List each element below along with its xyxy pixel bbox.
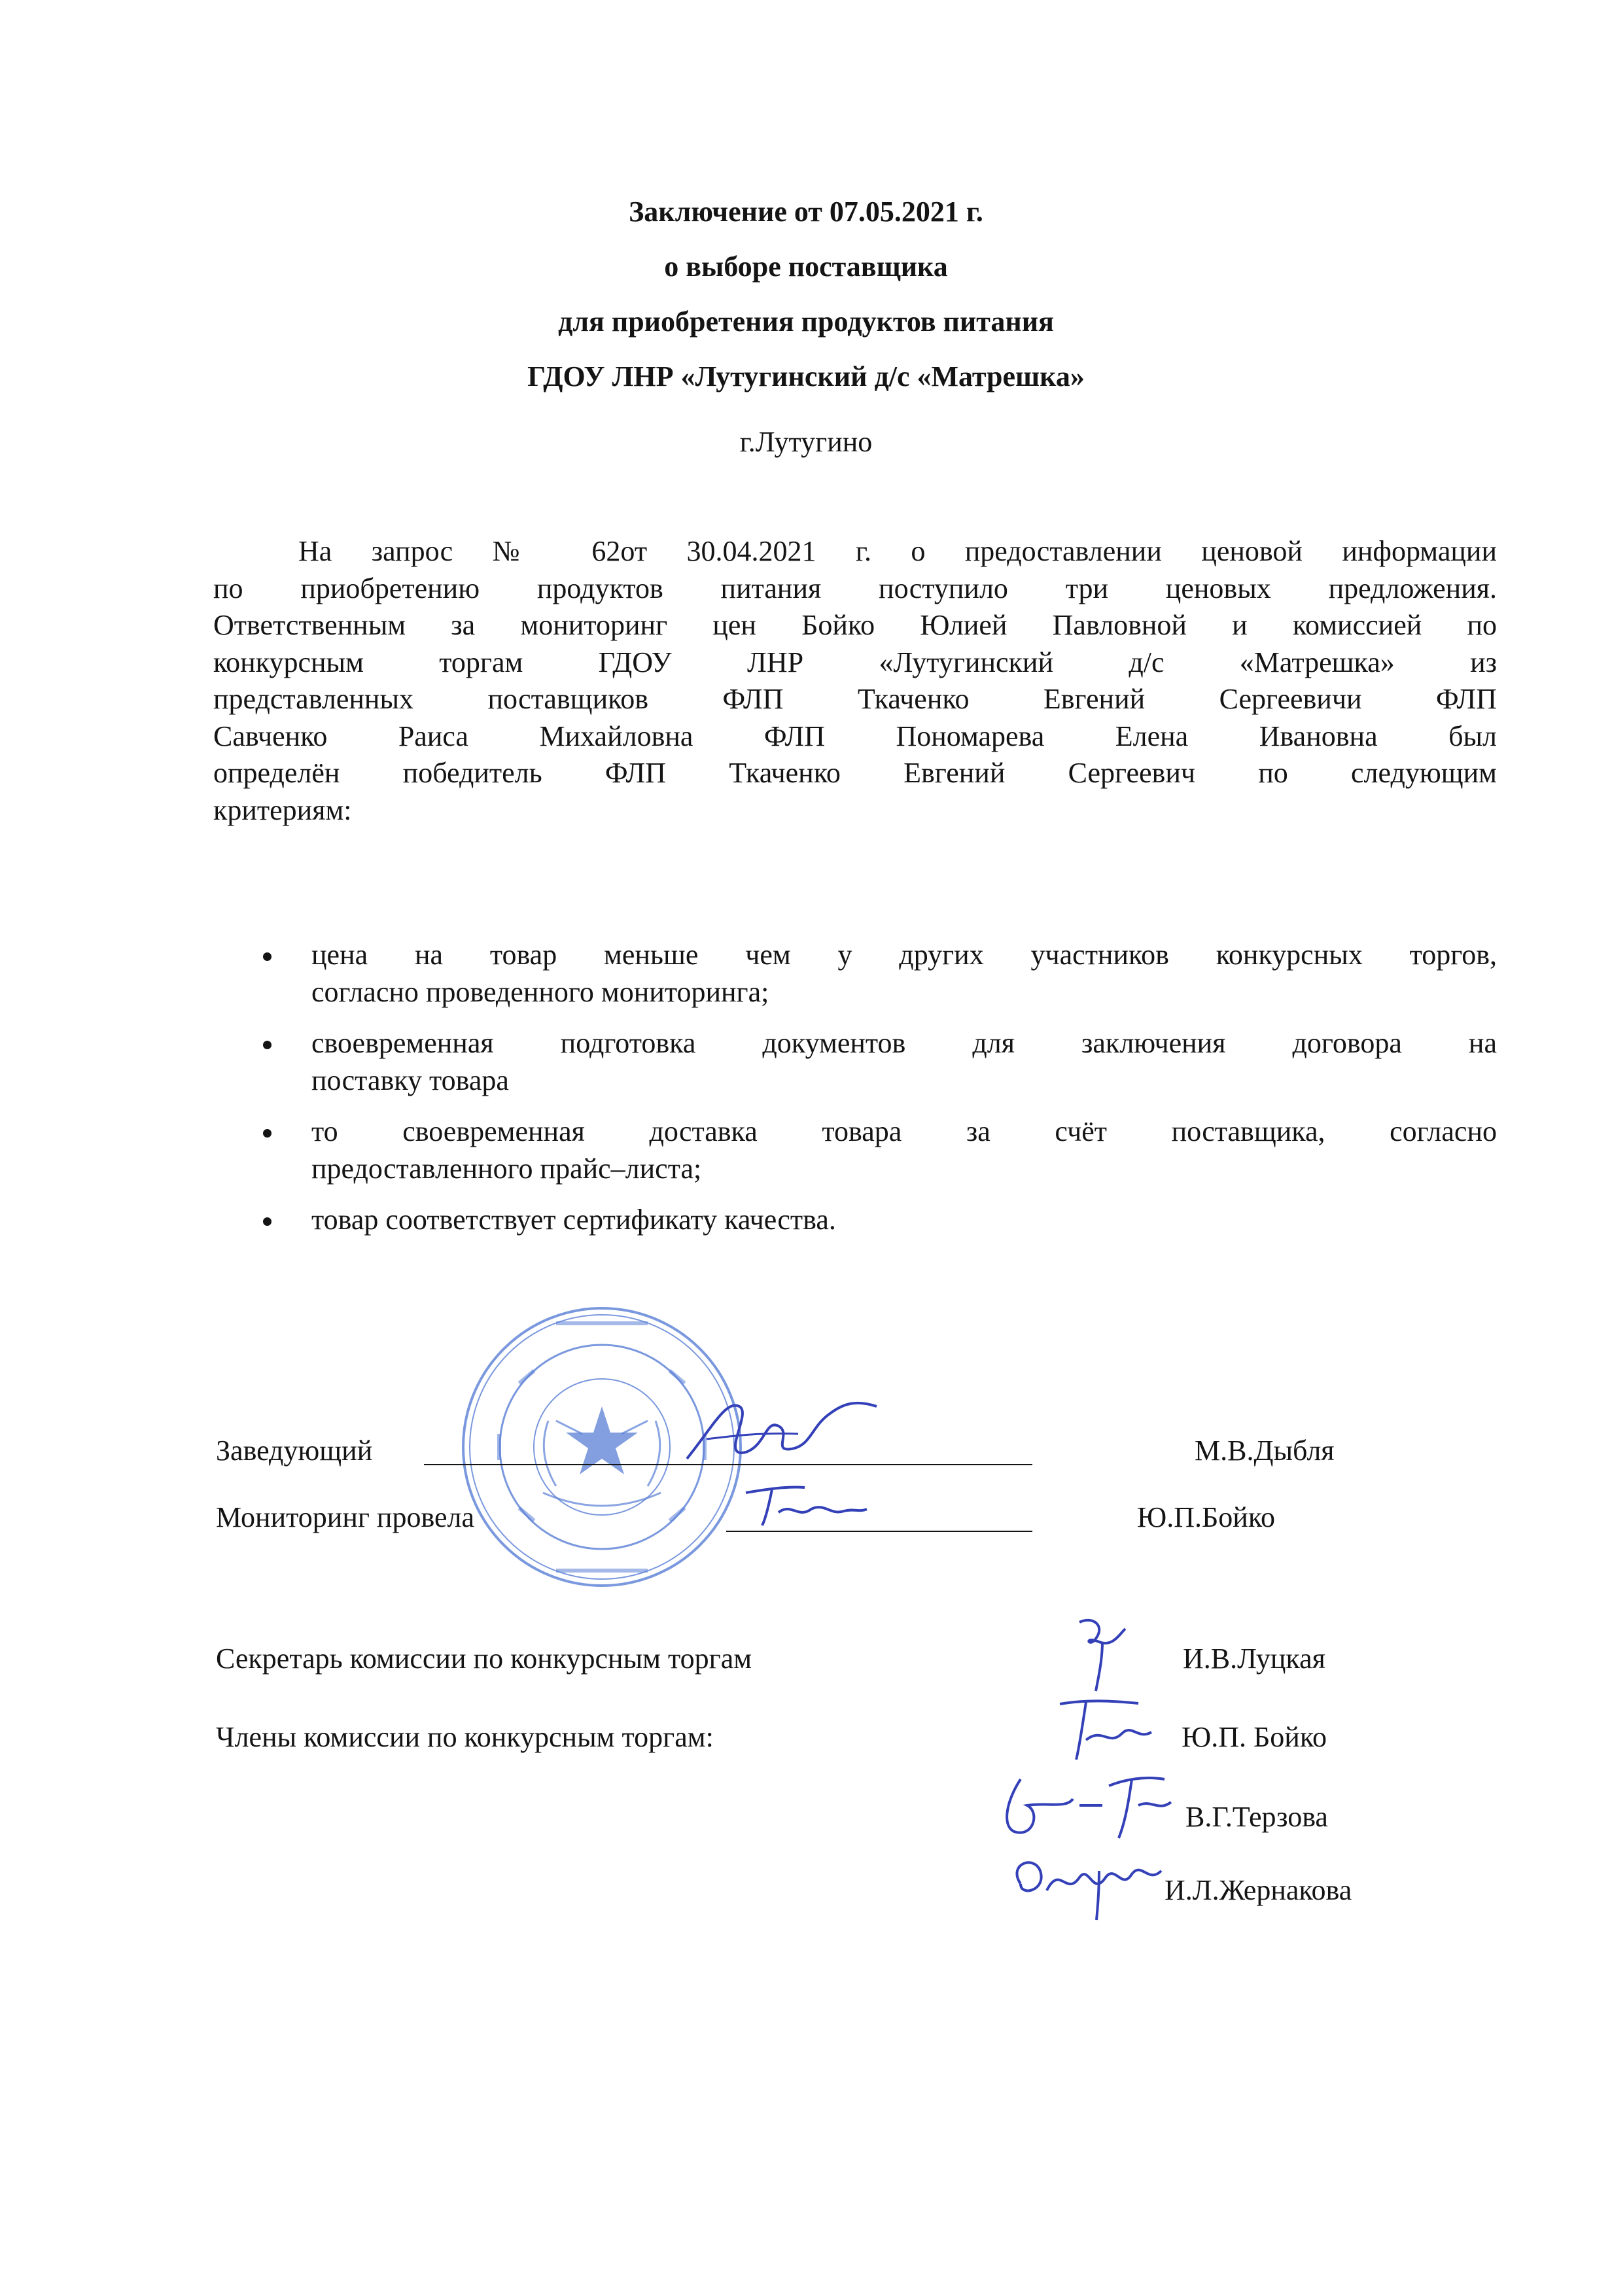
- bullet-icon: [263, 1217, 272, 1226]
- criteria-item: [213, 1202, 1497, 1239]
- monitoring-name-label: Ю.П.Бойко: [1137, 1501, 1275, 1533]
- title-line: Заключение от 07.05.2021 г.: [629, 196, 983, 228]
- criteria-list: [213, 937, 1497, 1253]
- secretary-signature-icon: [1066, 1609, 1138, 1694]
- member-signature-icon: [1047, 1694, 1158, 1766]
- criteria-line: то своевременная доставка товара за счёт поставщика, согласно: [311, 1115, 1497, 1147]
- criteria-item: [213, 1113, 1497, 1187]
- paragraph-line: представленных поставщиков ФЛП Ткаченко Евгений Сергеевичи ФЛП: [213, 683, 1497, 715]
- criteria-line: поставку товара: [311, 1064, 509, 1096]
- title-line: для приобретения продуктов питания: [558, 305, 1054, 338]
- paragraph-line: определён победитель ФЛП Ткаченко Евгений Сергеевич по следующим: [213, 757, 1497, 789]
- member-name-label: В.Г.Терзова: [1185, 1801, 1328, 1833]
- paragraph-line: по приобретению продуктов питания поступило три ценовых предложения.: [213, 572, 1497, 604]
- criteria-line: товар соответствует сертификату качества.: [311, 1204, 836, 1236]
- bullet-icon: [263, 1041, 272, 1049]
- secretary-name-label: И.В.Луцкая: [1183, 1643, 1325, 1675]
- monitoring-signature-icon: [739, 1480, 870, 1532]
- paragraph-line: На запрос № 62от 30.04.2021 г. о предоставлении ценовой информации: [298, 535, 1497, 567]
- criteria-line: своевременная подготовка документов для заключения договора на: [311, 1027, 1497, 1059]
- paragraph-line: Ответственным за мониторинг цен Бойко Юлией Павловной и комиссией по: [213, 609, 1497, 641]
- monitoring-role-label: Мониторинг провела: [216, 1501, 474, 1533]
- bullet-icon: [263, 1129, 272, 1138]
- criteria-line: цена на товар меньше чем у других участников конкурсных торгов,: [311, 939, 1497, 971]
- head-name-label: М.В.Дыбля: [1195, 1435, 1335, 1467]
- title-line: ГДОУ ЛНР «Лутугинский д/с «Матрешка»: [527, 360, 1085, 392]
- member-name-label: Ю.П. Бойко: [1182, 1721, 1327, 1753]
- member-name-label: И.Л.Жернакова: [1165, 1874, 1352, 1906]
- member-signature-icon: [1001, 1845, 1171, 1923]
- head-signature-icon: [680, 1387, 896, 1472]
- document-title: [0, 184, 1612, 404]
- bullet-icon: [263, 952, 272, 961]
- criteria-line: согласно проведенного мониторинга;: [311, 975, 769, 1008]
- main-paragraph: [213, 533, 1497, 829]
- paragraph-line: критериям:: [213, 793, 352, 826]
- criteria-item: [213, 1025, 1497, 1099]
- paragraph-line: Савченко Раиса Михайловна ФЛП Пономарева Елена Ивановна был: [213, 720, 1497, 752]
- title-line: о выборе поставщика: [664, 251, 948, 283]
- criteria-line: предоставленного прайс–листа;: [311, 1152, 702, 1185]
- members-role-label: Члены комиссии по конкурсным торгам:: [216, 1721, 714, 1753]
- city-label: г.Лутугино: [739, 426, 873, 458]
- criteria-item: [213, 937, 1497, 1011]
- paragraph-line: конкурсным торгам ГДОУ ЛНР «Лутугинский д/с «Матрешка» из: [213, 646, 1497, 678]
- member-signature-icon: [994, 1766, 1178, 1845]
- secretary-role-label: Секретарь комиссии по конкурсным торгам: [216, 1643, 752, 1675]
- head-role-label: Заведующий: [216, 1435, 373, 1467]
